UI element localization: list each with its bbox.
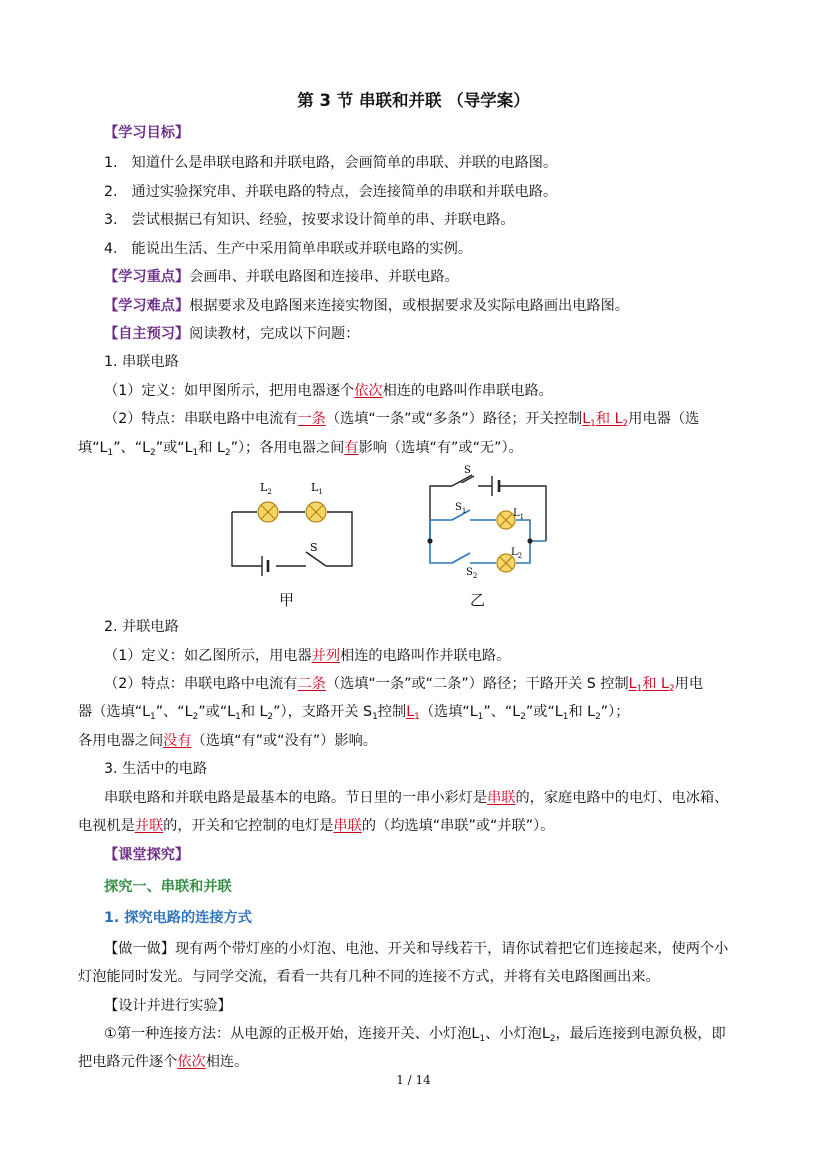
objective-text: 通过实验探究串、并联电路的特点，会连接简单的串联和并联电路。: [131, 184, 558, 200]
label-switch-s2: $S_2$: [466, 567, 478, 580]
subscript: 1: [562, 712, 569, 722]
objective-number: 2.: [104, 184, 118, 200]
subscript: 2: [668, 684, 675, 694]
subscript: 2: [267, 712, 274, 722]
text-run: ，最后连接到电源负极，即: [555, 1026, 726, 1042]
subscript: 2: [622, 419, 629, 429]
text-run: 相连的电路叫作串联电路。: [382, 383, 553, 399]
text-run: ”或“L: [198, 704, 236, 720]
subscript: 2: [192, 712, 199, 722]
text-run: 把电路元件逐个: [78, 1054, 178, 1070]
text-run: 填“L: [78, 440, 108, 456]
objective-text: 知道什么是串联电路和并联电路，会画简单的串联、并联的电路图。: [131, 155, 558, 171]
text-run: （选填“L: [419, 704, 478, 720]
text-run: L: [628, 676, 637, 692]
text-run: L: [582, 411, 591, 427]
subscript: 1: [590, 419, 596, 429]
subscript: 1: [235, 712, 241, 722]
page-title: 第 3 节 串联和并联 （导学案）: [297, 91, 530, 110]
text-run: 相连。: [205, 1054, 249, 1070]
method-1-line-2: [78, 1052, 248, 1072]
answer-blank: 并联: [134, 818, 164, 834]
text-run: （1）定义：如甲图所示，把用电器逐个: [104, 383, 355, 399]
objective-number: 4.: [104, 241, 118, 257]
preview-heading: 【自主预习】: [104, 326, 190, 342]
text-run: ”）；: [600, 704, 630, 720]
objectives-heading: 【学习目标】: [104, 125, 190, 141]
preview-text: 阅读教材，完成以下问题：: [189, 326, 360, 342]
text-run: 的，开关和它控制的电灯是: [163, 818, 334, 834]
text-run: 、小灯泡L: [485, 1026, 550, 1042]
difficulty-text: 根据要求及电路图来连接实物图，或根据要求及实际电路画出电路图。: [189, 298, 629, 314]
caption-jia: 甲: [279, 591, 295, 609]
text-run: 和 L: [595, 411, 623, 427]
answer-blank: 依次: [177, 1054, 206, 1070]
answer-blank: 二条: [297, 676, 326, 692]
circuit-diagrams: [220, 462, 570, 614]
text-run: ”、“L: [483, 704, 521, 720]
text-run: 的（均选填“串联”或“并联”）。: [361, 818, 555, 834]
answer-blank: 一条: [297, 411, 326, 427]
text-run: ”或“L: [155, 440, 193, 456]
answer-blank: [406, 704, 420, 720]
text-run: 相连的电路叫作并联电路。: [340, 648, 511, 664]
caption-yi: 乙: [470, 591, 486, 609]
subscript: 1: [479, 1034, 486, 1044]
text-run: （2）特点：串联电路中电流有: [104, 411, 298, 427]
text-run: 控制: [377, 704, 407, 720]
objective-number: 1.: [104, 155, 118, 171]
junction-dot: [427, 538, 432, 543]
subscript: 2: [549, 1034, 556, 1044]
subscript: 2: [224, 448, 231, 458]
text-run: ①第一种连接方法：从电源的正极开始，连接开关、小灯泡L: [104, 1026, 480, 1042]
branch-1-wire: [430, 520, 546, 541]
text-run: ”、“L: [113, 440, 150, 456]
explore-1-heading: 探究一、串联和并联: [104, 879, 232, 895]
text-run: 和 L: [642, 676, 669, 692]
parallel-heading: 2. 并联电路: [104, 619, 179, 635]
difficulty-heading: 【学习难点】: [104, 298, 190, 314]
answer-blank: 有: [344, 440, 359, 456]
answer-blank: 并列: [311, 648, 341, 664]
label-switch-s: S: [310, 541, 318, 554]
text-run: （选填“有”或“没有”）影响。: [191, 733, 377, 749]
key-point-line: [104, 267, 459, 287]
life-line-2: [78, 816, 554, 836]
parallel-feature-line-3: [78, 731, 377, 751]
objective-number: 3.: [104, 212, 118, 228]
do-line-2: 灯泡能同时发光。与同学交流，看看一共有几种不同的连接不方式，并将有关电路图画出来。: [78, 969, 660, 985]
series-wire: [232, 512, 352, 566]
key-point-heading: 【学习重点】: [104, 269, 190, 285]
preview-line: [104, 324, 359, 344]
switch-s2: [452, 553, 470, 563]
text-run: ”）；各用电器之间: [230, 440, 345, 456]
subscript: 2: [520, 712, 526, 722]
lamp-l1-icon: [306, 502, 326, 522]
design-heading: 【设计并进行实验】: [104, 998, 232, 1014]
label-switch-s1: $S_1$: [455, 502, 467, 515]
subscript: 1: [636, 684, 643, 694]
subscript: 1: [107, 448, 114, 458]
text-run: （选填“一条”或“二条”）路径；干路开关 S 控制: [325, 676, 629, 692]
lamp-l2-icon: [258, 502, 278, 522]
subscript: 2: [149, 448, 156, 458]
text-run: ”、“L: [155, 704, 193, 720]
series-feature-line-1: [104, 409, 699, 429]
objective-item-1: [104, 153, 557, 173]
text-run: 串联电路和并联电路是最基本的电路。节日里的一串小彩灯是: [104, 790, 488, 806]
method-1-line-1: [104, 1024, 726, 1044]
answer-blank: 依次: [354, 383, 383, 399]
life-heading: 3. 生活中的电路: [104, 761, 208, 777]
series-heading: 1. 串联电路: [104, 354, 179, 370]
series-feature-line-2: [78, 438, 523, 458]
label-l2: $L_2$: [511, 547, 523, 560]
text-run: （2）特点：串联电路中电流有: [104, 676, 298, 692]
series-circuit-jia: [232, 481, 352, 576]
label-switch-s: S: [464, 465, 471, 476]
answer-blank: 串联: [333, 818, 362, 834]
parallel-circuit-yi: [427, 465, 546, 580]
text-run: 的，家庭电路中的电灯、电冰箱、: [515, 790, 729, 806]
text-run: 电视机是: [78, 818, 135, 834]
text-run: ”），支路开关 S: [273, 704, 373, 720]
objective-item-3: [104, 210, 515, 230]
label-l2: $L_2$: [260, 481, 272, 496]
parallel-feature-line-1: [104, 674, 703, 694]
text-run: ”或“L: [525, 704, 563, 720]
main-wire: [430, 486, 546, 541]
objective-item-4: [104, 239, 472, 259]
parallel-feature-line-2: [78, 702, 629, 722]
classroom-heading: 【课堂探究】: [104, 847, 190, 863]
text-run: 器（选填“L: [78, 704, 151, 720]
subscript: 1: [150, 712, 156, 722]
sub-heading-1: 1. 探究电路的连接方式: [104, 910, 252, 926]
label-l1: $L_1$: [311, 481, 323, 496]
answer-blank: 没有: [163, 733, 192, 749]
objective-item-2: [104, 182, 557, 202]
objective-text: 尝试根据已有知识、经验，按要求设计简单的串、并联电路。: [131, 212, 515, 228]
subscript: 1: [414, 712, 420, 722]
objective-text: 能说出生活、生产中采用简单串联或并联电路的实例。: [131, 241, 473, 257]
text-run: 用电器（选: [628, 411, 700, 427]
answer-blank: [582, 411, 628, 427]
junction-dot: [527, 538, 532, 543]
do-line-1: 【做一做】现有两个带灯座的小灯泡、电池、开关和导线若干，请你试着把它们连接起来，使两个小: [104, 941, 729, 957]
text-run: 和 L: [568, 704, 596, 720]
text-run: 影响（选填“有”或“无”）。: [358, 440, 523, 456]
difficulty-line: [104, 296, 629, 316]
text-run: （选填“一条”或“多条”）路径；开关控制: [325, 411, 583, 427]
answer-blank: [629, 676, 675, 692]
series-definition: [104, 381, 553, 401]
text-run: 用电: [674, 676, 704, 692]
page-number: 1 / 14: [396, 1073, 431, 1087]
answer-blank: 串联: [487, 790, 516, 806]
subscript: 2: [595, 712, 601, 722]
key-point-text: 会画串、并联电路图和连接串、并联电路。: [189, 269, 459, 285]
text-run: 各用电器之间: [78, 733, 164, 749]
subscript: 1: [477, 712, 484, 722]
subscript: 1: [192, 448, 199, 458]
text-run: 和 L: [198, 440, 225, 456]
label-l1: $L_1$: [513, 508, 525, 521]
subscript: 1: [372, 712, 378, 722]
text-run: L: [406, 704, 415, 720]
text-run: （1）定义：如乙图所示，用电器: [104, 648, 312, 664]
parallel-definition: [104, 646, 510, 666]
text-run: 和 L: [240, 704, 268, 720]
life-line-1: [104, 788, 728, 808]
